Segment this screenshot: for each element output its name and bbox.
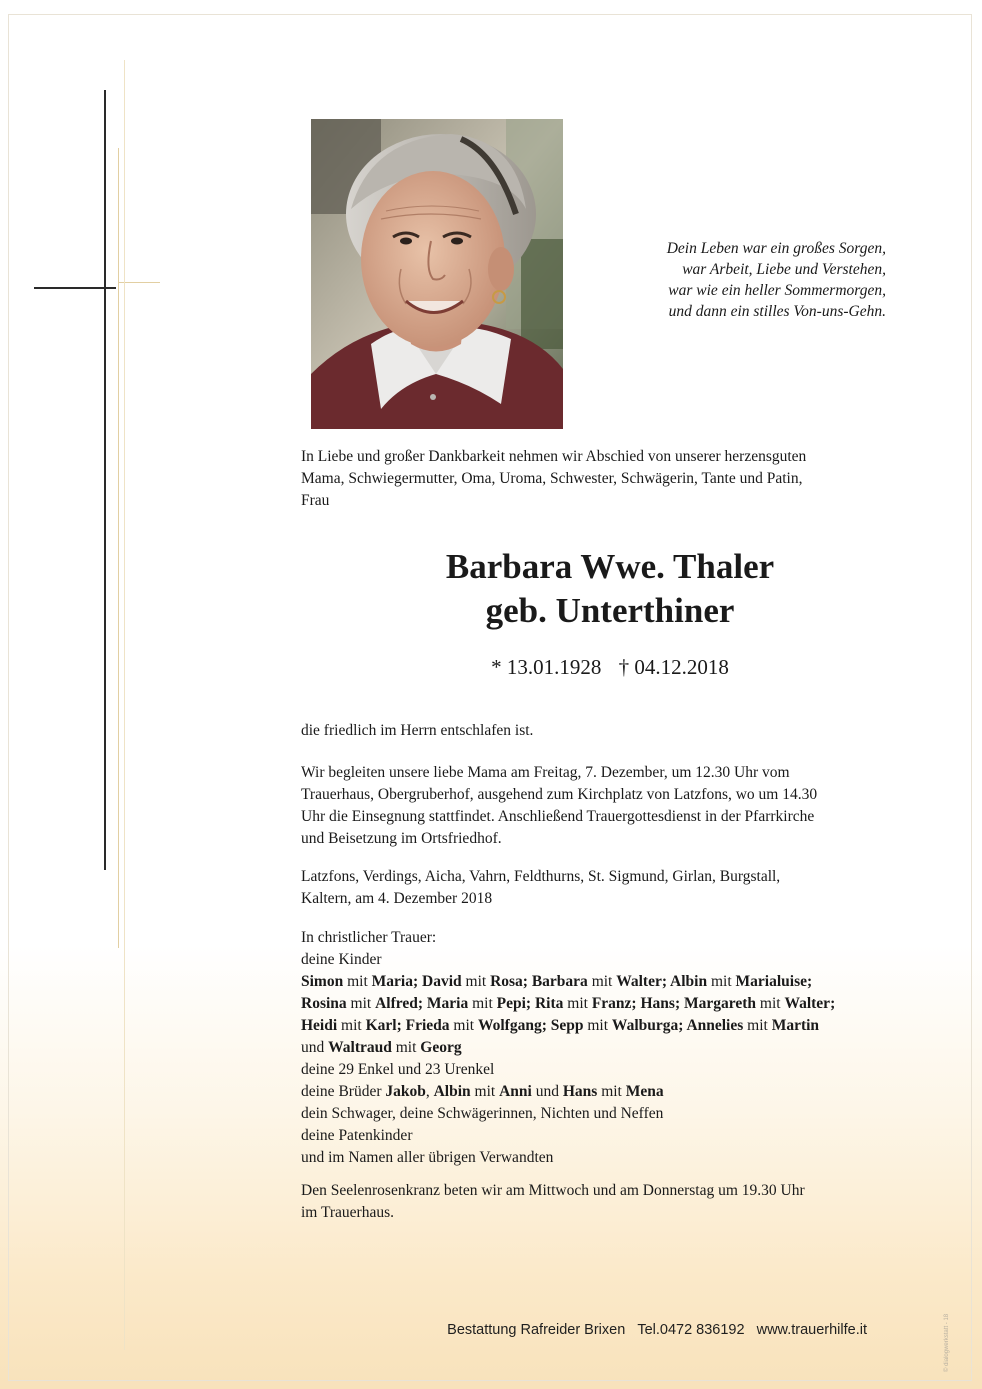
- mourner-name: Georg: [420, 1039, 462, 1056]
- mourner-name: Sepp: [550, 1017, 584, 1034]
- mourner-name: Barbara: [531, 973, 588, 990]
- places-line: Latzfons, Verdings, Aicha, Vahrn, Feldthurns, St. Sigmund, Girlan, Burgstall,: [301, 868, 781, 885]
- funeral-line: Wir begleiten unsere liebe Mama am Freitag, 7. Dezember, um 12.30 Uhr vom: [301, 764, 790, 781]
- mourner-name: Karl: [365, 1017, 397, 1034]
- portrait-illustration: [311, 119, 563, 429]
- mourner-name: Marialuise: [735, 973, 807, 990]
- rosary-line: Den Seelenrosenkranz beten wir am Mittwoch und am Donnerstag um 19.30 Uhr: [301, 1182, 805, 1199]
- connector-text: mit: [707, 973, 736, 990]
- connector-text: mit: [470, 1083, 500, 1100]
- mourner-name: ;: [661, 973, 671, 990]
- mourner-name: Jakob: [385, 1083, 426, 1100]
- mourner-name: Mena: [625, 1083, 664, 1100]
- deceased-name-block: [300, 545, 920, 633]
- poem-line: Dein Leben war ein großes Sorgen,: [666, 240, 886, 257]
- children-line: [301, 1037, 926, 1059]
- mourner-name: Franz: [591, 995, 632, 1012]
- connector-text: mit: [461, 973, 491, 990]
- connector-text: mit: [587, 973, 617, 990]
- mourner-name: Waltraud: [328, 1039, 392, 1056]
- mourner-name: Simon: [301, 973, 344, 990]
- mourner-name: Rosina: [301, 995, 347, 1012]
- connector-text: mit: [583, 1017, 612, 1034]
- intro-line: In Liebe und großer Dankbarkeit nehmen wir Abschied von unserer herzensguten: [301, 448, 807, 465]
- in-laws-line: dein Schwager, deine Schwägerinnen, Nichten und Neffen: [301, 1105, 664, 1122]
- decorative-gold-line: [124, 60, 125, 1350]
- intro-line: Mama, Schwiegermutter, Oma, Uroma, Schwester, Schwägerin, Tante und Patin,: [301, 470, 803, 487]
- rosary-line: im Trauerhaus.: [301, 1204, 394, 1221]
- connector-text: mit: [449, 1017, 478, 1034]
- mourner-name: ;: [678, 1017, 687, 1034]
- mourner-name: Anni: [499, 1083, 532, 1100]
- children-line: [301, 993, 926, 1015]
- mourner-name: Walter: [616, 973, 662, 990]
- mourner-name: ;: [541, 1017, 551, 1034]
- mourner-name: Pepi: [496, 995, 526, 1012]
- mourner-name: ;: [674, 995, 684, 1012]
- grandchildren-line: deine 29 Enkel und 23 Urenkel: [301, 1061, 495, 1078]
- godchildren-line: deine Patenkinder: [301, 1127, 413, 1144]
- cross-vertical-bar: [104, 90, 106, 870]
- connector-text: mit: [756, 995, 785, 1012]
- portrait-photo: [311, 119, 563, 429]
- mourner-name: Martin: [771, 1017, 820, 1034]
- mourner-name: ;: [807, 973, 813, 990]
- poem-line: war wie ein heller Sommermorgen,: [668, 282, 886, 299]
- deceased-name: Barbara Wwe. Thaler: [445, 547, 775, 586]
- poem-line: war Arbeit, Liebe und Verstehen,: [682, 261, 886, 278]
- places-line: Kaltern, am 4. Dezember 2018: [301, 890, 493, 907]
- mourner-name: David: [422, 973, 462, 990]
- intro-text: [301, 446, 921, 512]
- places-paragraph: [301, 866, 926, 910]
- connector-text: deine Brüder: [301, 1083, 386, 1100]
- mourner-name: Maria: [371, 973, 413, 990]
- connector-text: mit: [468, 995, 497, 1012]
- passing-text: die friedlich im Herrn entschlafen ist.: [301, 722, 534, 739]
- mourner-name: Alfred: [375, 995, 418, 1012]
- mourner-name: ;: [830, 995, 836, 1012]
- mourner-name: Heidi: [301, 1017, 338, 1034]
- funeral-home-phone: Tel.0472 836192: [637, 1322, 745, 1338]
- intro-line: Frau: [301, 492, 330, 509]
- mourner-name: ;: [396, 1017, 406, 1034]
- footer: [300, 1322, 867, 1338]
- mourner-name: ;: [525, 995, 535, 1012]
- connector-text: und: [301, 1039, 329, 1056]
- mourner-name: ;: [417, 995, 427, 1012]
- mourner-name: ;: [412, 973, 423, 990]
- connector-text: mit: [343, 973, 372, 990]
- mourners-list: [301, 927, 926, 1169]
- death-date: † 04.12.2018: [618, 655, 729, 679]
- children-line: [301, 971, 926, 993]
- mourner-name: Walter: [784, 995, 831, 1012]
- mourner-name: Albin: [670, 973, 708, 990]
- relatives-line: und im Namen aller übrigen Verwandten: [301, 1149, 554, 1166]
- connector-text: und: [531, 1083, 563, 1100]
- mourners-heading: In christlicher Trauer:: [301, 929, 437, 946]
- mourner-name: Annelies: [686, 1017, 744, 1034]
- funeral-line: und Beisetzung im Ortsfriedhof.: [301, 830, 502, 847]
- connector-text: mit: [597, 1083, 626, 1100]
- cross-gold-vertical-bar: [118, 148, 119, 948]
- connector-text: mit: [337, 1017, 366, 1034]
- mourner-name: Hans: [562, 1083, 598, 1100]
- mourner-name: ;: [522, 973, 532, 990]
- mourner-name: Maria: [426, 995, 469, 1012]
- connector-text: mit: [743, 1017, 772, 1034]
- funeral-home-name: Bestattung Rafreider Brixen: [447, 1322, 626, 1338]
- connector-text: mit: [391, 1039, 421, 1056]
- mourner-name: ;: [631, 995, 641, 1012]
- deceased-birth-name: geb. Unterthiner: [485, 591, 735, 630]
- funeral-home-website[interactable]: www.trauerhilfe.it: [756, 1322, 867, 1338]
- copyright-watermark: © dialogwerkstatt - 18: [944, 1313, 950, 1372]
- siblings-line: [301, 1081, 926, 1103]
- connector-text: ,: [425, 1083, 434, 1100]
- mourner-name: Wolfgang: [477, 1017, 542, 1034]
- connector-text: mit: [346, 995, 376, 1012]
- funeral-line: Trauerhaus, Obergruberhof, ausgehend zum Kirchplatz von Latzfons, wo um 14.30: [301, 786, 818, 803]
- funeral-line: Uhr die Einsegnung stattfindet. Anschließend Trauergottesdienst in der Pfarrkirche: [301, 808, 815, 825]
- rosary-paragraph: [301, 1180, 926, 1224]
- mourner-name: Albin: [433, 1083, 471, 1100]
- cross-horizontal-bar: [34, 287, 116, 289]
- mourner-name: Walburga: [611, 1017, 679, 1034]
- mourner-name: Hans: [640, 995, 675, 1012]
- life-dates: [300, 655, 920, 680]
- children-line: [301, 1015, 926, 1037]
- funeral-paragraph: [301, 762, 926, 850]
- connector-text: mit: [563, 995, 592, 1012]
- poem-line: und dann ein stilles Von-uns-Gehn.: [668, 303, 886, 320]
- birth-date: * 13.01.1928: [491, 655, 602, 679]
- mourner-name: Frieda: [405, 1017, 450, 1034]
- poem: [596, 238, 886, 322]
- mourner-name: Rosa: [490, 973, 523, 990]
- mourner-name: Rita: [534, 995, 564, 1012]
- children-label: deine Kinder: [301, 951, 382, 968]
- mourner-name: Margareth: [683, 995, 757, 1012]
